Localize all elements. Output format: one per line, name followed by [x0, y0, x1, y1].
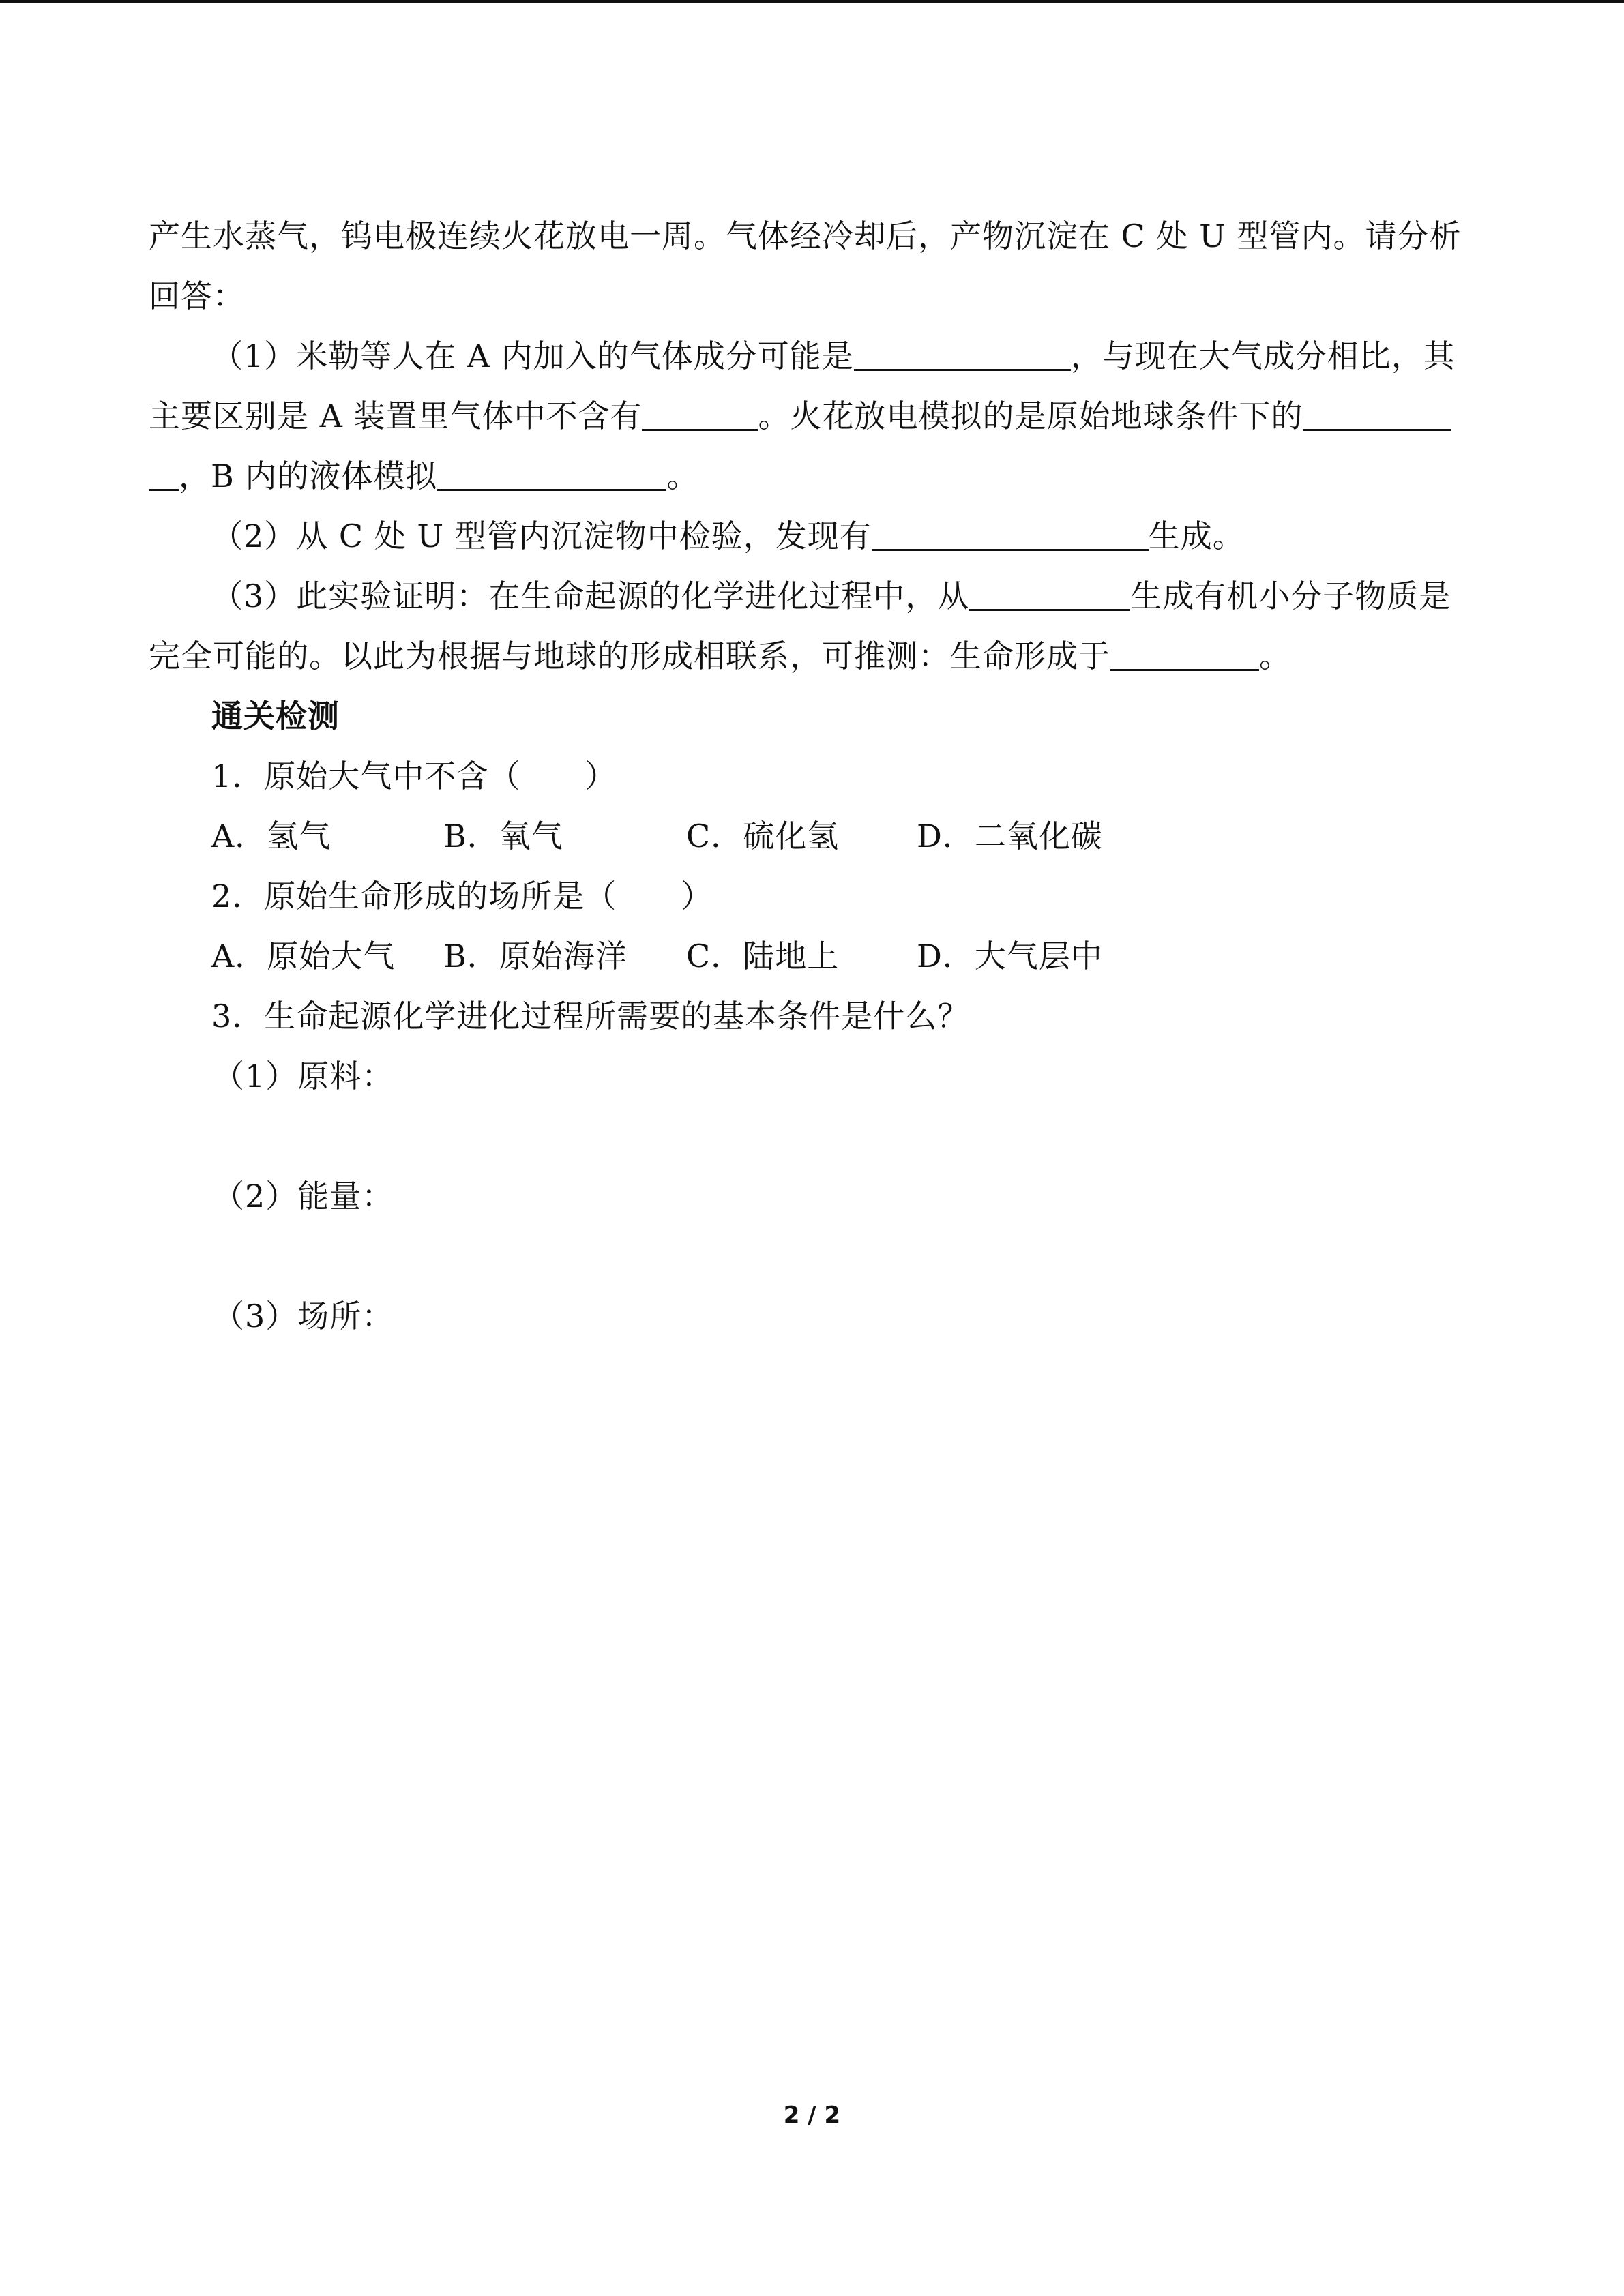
question-1-line-3: [149, 456, 698, 496]
answer-blank[interactable]: [437, 456, 666, 491]
answer-blank[interactable]: [872, 516, 1149, 551]
section-heading-text: 通关检测: [211, 698, 340, 734]
paragraph-line: [149, 275, 245, 316]
section-heading: [211, 696, 340, 736]
answer-blank[interactable]: [642, 396, 758, 431]
question-2-line: [211, 516, 1245, 556]
question-stem: 2．原始生命形成的场所是（ ）: [211, 878, 713, 914]
option-d[interactable]: D．二氧化碳: [917, 818, 1103, 854]
option-d[interactable]: D．大气层中: [917, 938, 1103, 974]
q3-part-3: [213, 1296, 394, 1337]
answer-label: （3）场所：: [213, 1298, 394, 1335]
option-b[interactable]: B．氧气: [443, 818, 563, 854]
page-number: 2 / 2: [783, 2102, 841, 2129]
answer-label: （1）原料：: [213, 1058, 394, 1094]
paragraph-text: （1）米勒等人在 A 内加入的气体成分可能是: [211, 338, 854, 374]
question-1-line-1: [211, 336, 1456, 376]
paragraph-text: 完全可能的。以此为根据与地球的形成相联系，可推测：生命形成于: [149, 638, 1110, 674]
answer-blank[interactable]: [969, 576, 1130, 611]
answer-label: （2）能量：: [213, 1178, 394, 1214]
question-stem: 1．原始大气中不含（ ）: [211, 758, 617, 794]
paragraph-text: （2）从 C 处 U 型管内沉淀物中检验，发现有: [211, 518, 872, 554]
q3-part-2: [213, 1176, 394, 1217]
answer-blank[interactable]: [1303, 396, 1451, 431]
question-stem: 3．生命起源化学进化过程所需要的基本条件是什么？: [211, 998, 970, 1034]
paragraph-text: 主要区别是 A 装置里气体中不含有: [149, 398, 643, 434]
answer-blank[interactable]: [149, 456, 179, 491]
paragraph-text: 。火花放电模拟的是原始地球条件下的: [758, 398, 1303, 434]
option-c[interactable]: C．陆地上: [686, 938, 840, 974]
paragraph-text: 生成。: [1148, 518, 1245, 554]
q3-part-1: [213, 1056, 394, 1097]
option-c[interactable]: C．硫化氢: [686, 818, 840, 854]
answer-blank[interactable]: [854, 336, 1071, 371]
mcq-2-stem: [211, 876, 713, 916]
paragraph-text: 。: [666, 458, 699, 494]
paragraph-text: 。: [1259, 638, 1291, 674]
paragraph-text: 生成有机小分子物质是: [1130, 578, 1451, 614]
option-b[interactable]: B．原始海洋: [443, 938, 628, 974]
paragraph-text: 回答：: [149, 278, 245, 314]
paragraph-text: ，与现在大气成分相比，其: [1070, 338, 1456, 374]
question-3-line-1: [211, 576, 1451, 616]
page-top-border: [0, 0, 1624, 3]
answer-blank[interactable]: [1110, 636, 1259, 671]
paragraph-line: [149, 215, 1461, 256]
paragraph-text: ，B 内的液体模拟: [179, 458, 438, 494]
question-3-line-2: [149, 636, 1291, 676]
q3-stem: [211, 996, 969, 1037]
mcq-1-stem: [211, 756, 617, 796]
question-1-line-2: [149, 396, 1451, 436]
option-a[interactable]: A．氢气: [211, 818, 331, 854]
paragraph-text: （3）此实验证明：在生命起源的化学进化过程中，从: [211, 578, 970, 614]
option-a[interactable]: A．原始大气: [211, 938, 396, 974]
paragraph-text: 产生水蒸气，钨电极连续火花放电一周。气体经冷却后，产物沉淀在 C 处 U 型管内。请分析: [149, 218, 1462, 254]
